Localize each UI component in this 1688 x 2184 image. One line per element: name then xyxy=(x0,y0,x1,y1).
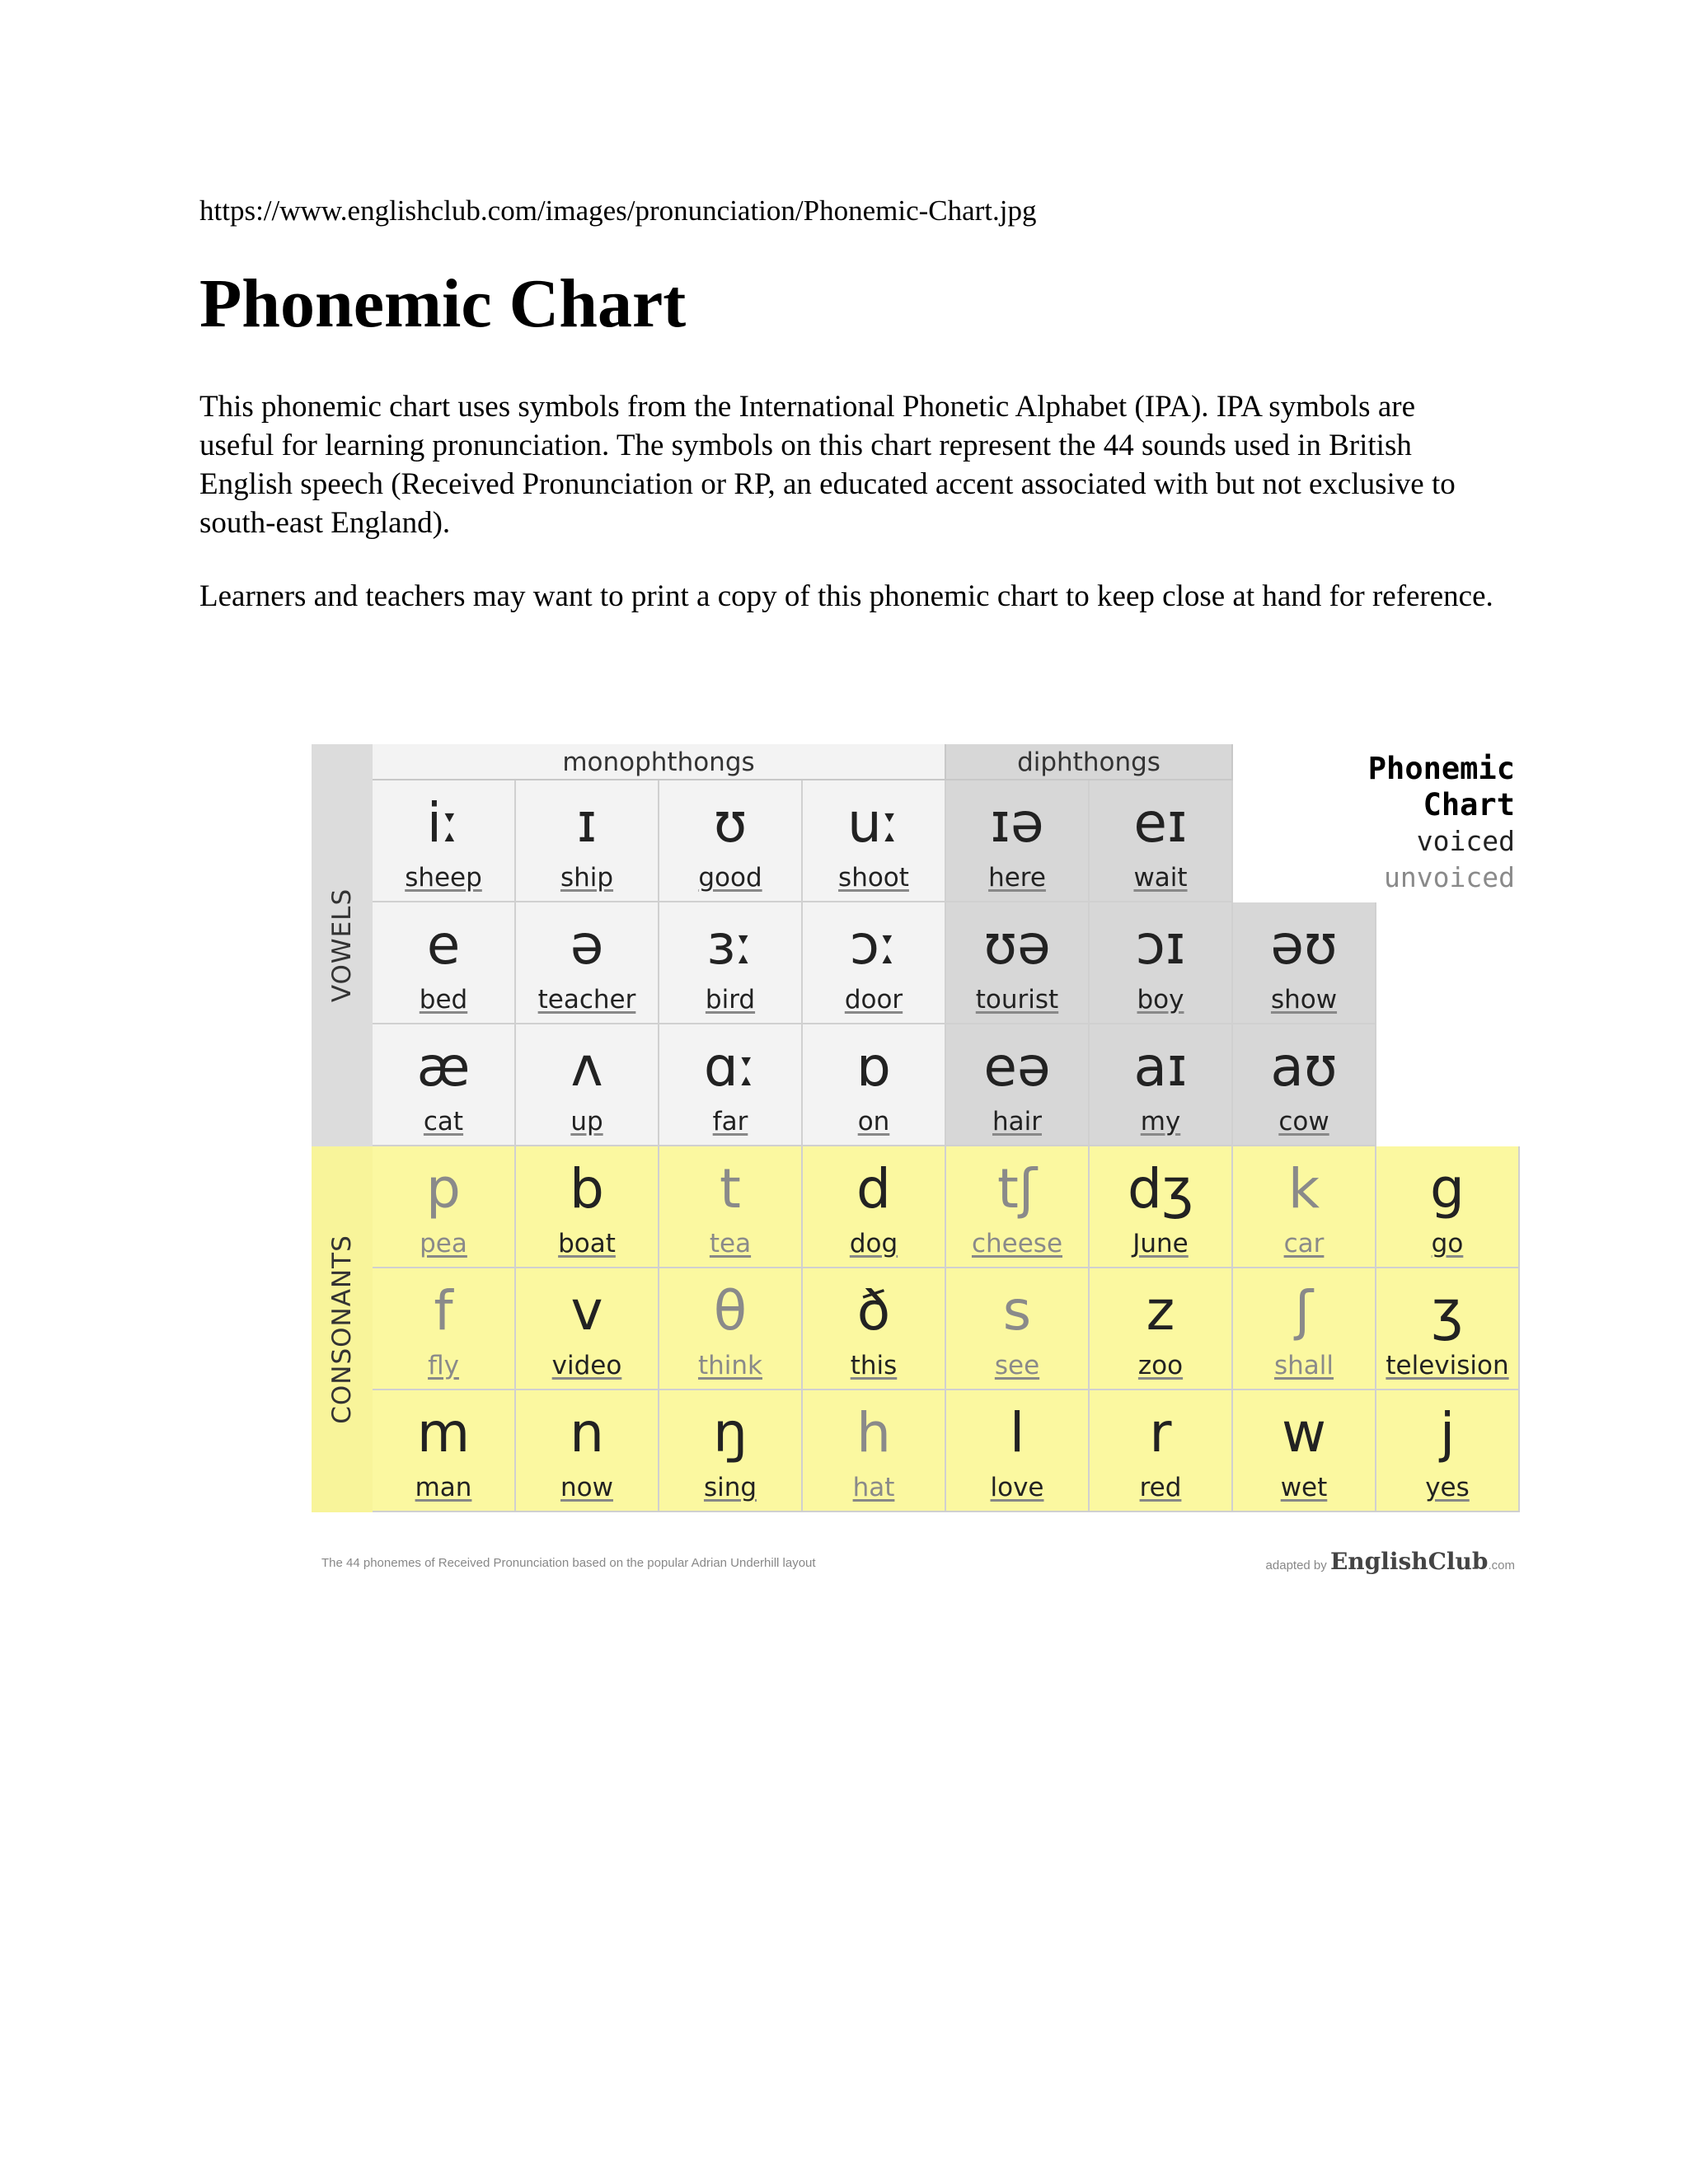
example-word: dog xyxy=(849,1229,898,1258)
diphthong-cell xyxy=(946,1024,1090,1146)
vowels-label: VOWELS xyxy=(327,888,357,1003)
phoneme-symbol: ʒ xyxy=(1431,1279,1464,1343)
consonant-cell xyxy=(1376,1146,1520,1268)
consonant-cell xyxy=(659,1146,803,1268)
example-word: good xyxy=(698,863,762,893)
consonant-cell xyxy=(659,1268,803,1390)
example-word: think xyxy=(697,1351,762,1380)
consonant-cell xyxy=(946,1268,1090,1390)
phoneme-symbol: b xyxy=(570,1157,604,1221)
englishclub-logo: EnglishClub xyxy=(1329,1548,1489,1575)
example-word: hair xyxy=(992,1107,1042,1137)
example-word: far xyxy=(712,1107,748,1137)
consonant-cell xyxy=(516,1390,659,1512)
consonant-cell xyxy=(946,1390,1090,1512)
consonant-cell xyxy=(803,1268,946,1390)
diphthong-cell xyxy=(1090,780,1233,902)
consonant-cell xyxy=(1090,1268,1233,1390)
phoneme-symbol: ŋ xyxy=(713,1401,748,1465)
example-word: hat xyxy=(852,1473,895,1502)
phoneme-symbol: h xyxy=(856,1401,891,1465)
consonants-side-panel xyxy=(312,1146,373,1512)
monophthong-cell xyxy=(373,780,516,902)
legend-title-line2: Chart xyxy=(1423,787,1515,823)
phoneme-symbol: dʒ xyxy=(1127,1157,1194,1221)
monophthongs-header: monophthongs xyxy=(373,744,946,780)
consonant-cell xyxy=(373,1146,516,1268)
diphthong-cell xyxy=(1090,902,1233,1024)
phonemic-chart-figure xyxy=(312,744,1523,1575)
example-word: television xyxy=(1386,1351,1509,1380)
legend-title-line1: Phonemic xyxy=(1367,751,1515,786)
phoneme-symbol: v xyxy=(570,1279,603,1343)
example-word: door xyxy=(844,985,903,1015)
consonant-cell xyxy=(803,1146,946,1268)
example-word: video xyxy=(551,1351,622,1380)
consonant-cell xyxy=(373,1268,516,1390)
diphthong-cell xyxy=(1233,902,1376,1024)
example-word: pea xyxy=(420,1229,467,1258)
example-word: tea xyxy=(709,1229,752,1258)
phoneme-symbol: k xyxy=(1287,1157,1320,1221)
example-word: bird xyxy=(705,985,756,1015)
example-word: car xyxy=(1283,1229,1325,1258)
example-word: my xyxy=(1140,1107,1181,1137)
phoneme-symbol: əʊ xyxy=(1270,913,1338,977)
consonant-cell xyxy=(1376,1268,1520,1390)
phoneme-symbol: ʊ xyxy=(713,791,748,855)
legend-unvoiced: unvoiced xyxy=(1384,861,1515,893)
usage-paragraph: Learners and teachers may want to print a copy of this phonemic chart to keep close at hand for reference. xyxy=(199,579,1493,613)
example-word: red xyxy=(1139,1473,1182,1502)
source-url: https://www.englishclub.com/images/pronunciation/Phonemic-Chart.jpg xyxy=(199,194,1037,227)
phoneme-symbol: æ xyxy=(416,1035,471,1099)
example-word: up xyxy=(570,1107,603,1137)
phoneme-symbol: w xyxy=(1282,1401,1326,1465)
consonant-cell xyxy=(1090,1390,1233,1512)
example-word: cheese xyxy=(971,1229,1063,1258)
example-word: go xyxy=(1431,1229,1464,1258)
phoneme-symbol: tʃ xyxy=(996,1157,1038,1221)
consonant-cell xyxy=(373,1390,516,1512)
phoneme-symbol: j xyxy=(1439,1401,1456,1465)
phoneme-symbol: ʊə xyxy=(983,913,1051,977)
consonants-label: CONSONANTS xyxy=(327,1235,357,1424)
phonemic-chart xyxy=(312,744,1523,1575)
diphthong-cell xyxy=(1233,1024,1376,1146)
consonant-cell xyxy=(516,1268,659,1390)
phoneme-symbol: ɑː xyxy=(703,1035,757,1099)
example-word: tourist xyxy=(975,985,1059,1015)
example-word: fly xyxy=(428,1351,459,1380)
consonant-cell xyxy=(803,1390,946,1512)
phoneme-symbol: θ xyxy=(713,1279,748,1343)
example-word: yes xyxy=(1425,1473,1470,1502)
credit-prefix: adapted by xyxy=(1265,1558,1327,1572)
phoneme-symbol: l xyxy=(1009,1401,1025,1465)
diphthong-cell xyxy=(946,780,1090,902)
phoneme-symbol: ɔɪ xyxy=(1135,913,1186,977)
example-word: June xyxy=(1132,1229,1189,1258)
phoneme-symbol: ʃ xyxy=(1294,1279,1314,1343)
phoneme-symbol: ə xyxy=(570,913,604,977)
chart-legend xyxy=(1368,751,1515,896)
example-word: see xyxy=(994,1351,1040,1380)
example-word: sheep xyxy=(405,863,482,893)
phoneme-symbol: uː xyxy=(846,791,901,855)
page-title: Phonemic Chart xyxy=(199,265,687,342)
monophthong-cell xyxy=(803,780,946,902)
example-word: wait xyxy=(1133,863,1188,893)
phoneme-symbol: ʌ xyxy=(570,1035,603,1099)
consonant-cell xyxy=(1090,1146,1233,1268)
consonant-cell xyxy=(659,1390,803,1512)
example-word: wet xyxy=(1280,1473,1328,1502)
example-word: on xyxy=(857,1107,890,1137)
phoneme-symbol: aʊ xyxy=(1270,1035,1338,1099)
intro-paragraph: This phonemic chart uses symbols from the International Phonetic Alphabet (IPA). IPA symbols are useful for learning pronunciation. The symbols on this chart represent the 44 sounds used in British English speech (Received Pronunciation or RP, an educated accent associated with but not exclusive to south-east England). xyxy=(199,390,1456,540)
phoneme-symbol: z xyxy=(1146,1279,1175,1343)
monophthong-cell xyxy=(373,1024,516,1146)
example-word: this xyxy=(850,1351,898,1380)
phoneme-symbol: s xyxy=(1002,1279,1032,1343)
example-word: boy xyxy=(1137,985,1184,1015)
example-word: teacher xyxy=(537,985,636,1015)
example-word: man xyxy=(415,1473,472,1502)
chart-credit xyxy=(1266,1548,1515,1575)
consonant-cell xyxy=(516,1146,659,1268)
example-word: bed xyxy=(419,985,468,1015)
phoneme-symbol: g xyxy=(1430,1157,1465,1221)
example-word: cow xyxy=(1278,1107,1329,1137)
phoneme-symbol: ɜː xyxy=(706,913,754,977)
phoneme-symbol: t xyxy=(720,1157,741,1221)
monophthong-cell xyxy=(516,780,659,902)
phoneme-symbol: eə xyxy=(983,1035,1051,1099)
monophthong-cell xyxy=(516,1024,659,1146)
phoneme-symbol: d xyxy=(856,1157,891,1221)
consonant-cell xyxy=(946,1146,1090,1268)
phoneme-symbol: f xyxy=(434,1279,453,1343)
phoneme-symbol: eɪ xyxy=(1133,791,1188,855)
phoneme-symbol: ɪ xyxy=(576,791,598,855)
example-word: ship xyxy=(560,863,614,893)
example-word: show xyxy=(1270,985,1338,1015)
consonant-cell xyxy=(1233,1146,1376,1268)
diphthong-cell xyxy=(1090,1024,1233,1146)
phoneme-symbol: r xyxy=(1149,1401,1172,1465)
monophthong-cell xyxy=(803,902,946,1024)
phoneme-symbol: e xyxy=(426,913,461,977)
consonant-cell xyxy=(1233,1390,1376,1512)
phoneme-symbol: iː xyxy=(426,791,461,855)
example-word: shall xyxy=(1273,1351,1334,1380)
legend-voiced: voiced xyxy=(1416,825,1515,857)
example-word: shoot xyxy=(838,863,909,893)
phoneme-symbol: aɪ xyxy=(1133,1035,1188,1099)
phoneme-symbol: ɪə xyxy=(990,791,1044,855)
monophthong-cell xyxy=(373,902,516,1024)
monophthong-cell xyxy=(516,902,659,1024)
phoneme-symbol: ð xyxy=(856,1279,891,1343)
phoneme-symbol: p xyxy=(426,1157,461,1221)
example-word: cat xyxy=(423,1107,464,1137)
credit-suffix: .com xyxy=(1488,1558,1515,1572)
monophthong-cell xyxy=(803,1024,946,1146)
vowels-side-panel xyxy=(312,744,373,1146)
example-word: now xyxy=(560,1473,613,1502)
monophthong-cell xyxy=(659,1024,803,1146)
example-word: love xyxy=(990,1473,1044,1502)
example-word: sing xyxy=(703,1473,757,1502)
chart-caption: The 44 phonemes of Received Pronunciation based on the popular Adrian Underhill layout xyxy=(321,1556,816,1570)
phoneme-symbol: ɒ xyxy=(856,1035,891,1099)
example-word: boat xyxy=(558,1229,616,1258)
consonant-cell xyxy=(1376,1390,1520,1512)
example-word: here xyxy=(988,863,1046,893)
monophthong-cell xyxy=(659,780,803,902)
phoneme-symbol: n xyxy=(570,1401,604,1465)
example-word: zoo xyxy=(1137,1351,1184,1380)
phoneme-symbol: ɔː xyxy=(849,913,898,977)
monophthong-cell xyxy=(659,902,803,1024)
phoneme-symbol: m xyxy=(416,1401,471,1465)
diphthongs-header: diphthongs xyxy=(946,744,1233,780)
diphthong-cell xyxy=(946,902,1090,1024)
consonant-cell xyxy=(1233,1268,1376,1390)
